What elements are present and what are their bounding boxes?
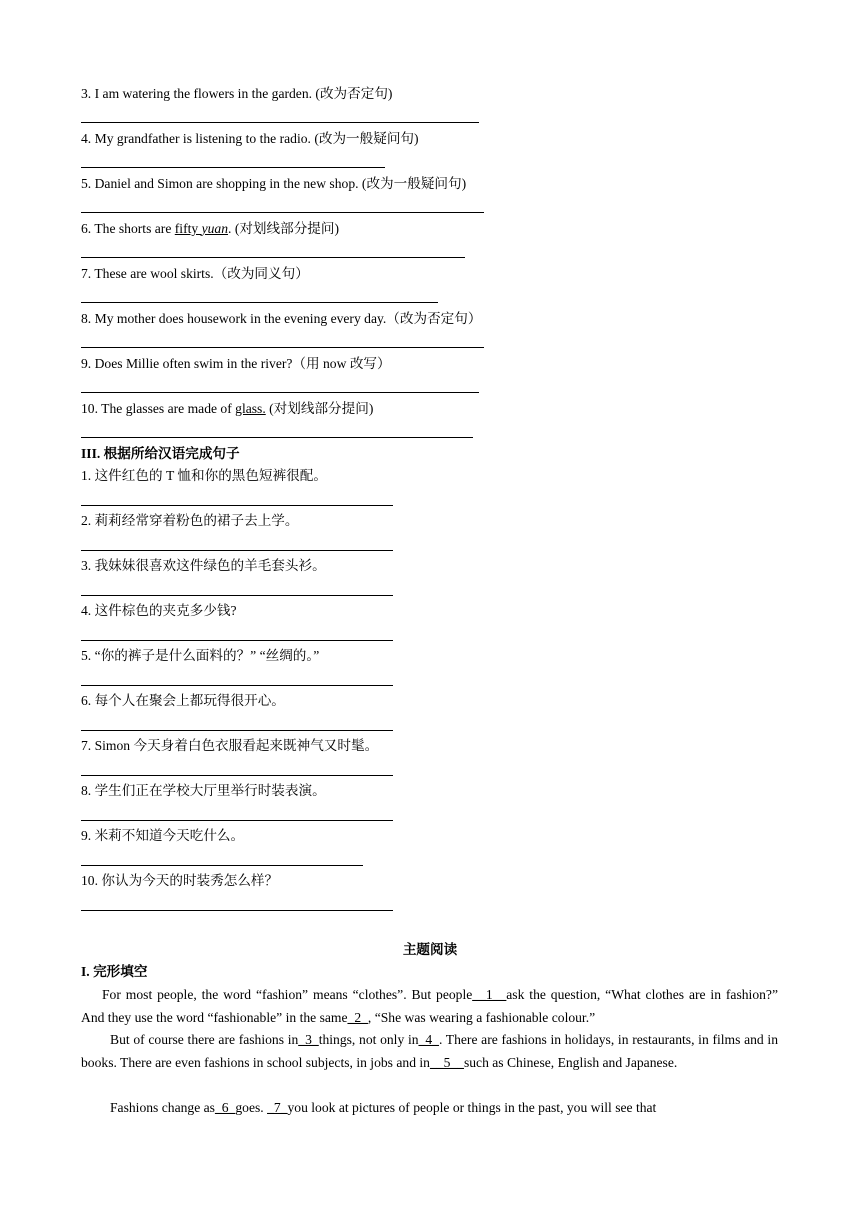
translate-line-2[interactable]: [81, 550, 393, 551]
cloze-blank-1[interactable]: __1__: [472, 987, 507, 1002]
translate-item-4: 4. 这件棕色的夹克多少钱?: [81, 603, 237, 618]
answer-line-10[interactable]: [81, 437, 473, 438]
answer-line-9[interactable]: [81, 392, 479, 393]
cloze-blank-4[interactable]: _4_: [418, 1032, 439, 1047]
reading-title: 主题阅读: [402, 942, 458, 957]
rewrite-item-3: 3. I am watering the flowers in the garden. (改为否定句): [81, 86, 393, 101]
translate-item-1: 1. 这件红色的 T 恤和你的黑色短裤很配。: [81, 468, 327, 483]
cloze-blank-2[interactable]: _2_: [347, 1009, 368, 1025]
translate-item-8: 8. 学生们正在学校大厅里举行时装表演。: [81, 783, 326, 798]
underlined-word: glass.: [235, 401, 266, 416]
translate-line-9[interactable]: [81, 865, 363, 866]
translate-line-3[interactable]: [81, 595, 393, 596]
answer-line-4[interactable]: [81, 167, 385, 168]
answer-line-6[interactable]: [81, 257, 465, 258]
translate-item-10: 10. 你认为今天的时装秀怎么样？: [81, 873, 279, 888]
rewrite-item-9: 9. Does Millie often swim in the river?（用 now 改写）: [81, 356, 391, 371]
translate-line-5[interactable]: [81, 685, 393, 686]
translate-line-7[interactable]: [81, 775, 393, 776]
translate-line-1[interactable]: [81, 505, 393, 506]
underlined-phrase: fifty yuan: [174, 221, 229, 236]
rewrite-item-5: 5. Daniel and Simon are shopping in the new shop. (改为一般疑问句): [81, 176, 467, 191]
cloze-paragraph-3: Fashions change as_6_goes. _7_you look at pictures of people or things in the past, you will see that: [110, 1100, 657, 1115]
cloze-heading: I. 完形填空: [81, 964, 148, 979]
rewrite-item-7: 7. These are wool skirts.（改为同义句）: [81, 266, 309, 281]
translate-item-3: 3. 我妹妹很喜欢这件绿色的羊毛套头衫。: [81, 558, 326, 573]
translate-item-9: 9. 米莉不知道今天吃什么。: [81, 828, 245, 843]
cloze-blank-6[interactable]: _6_: [214, 1100, 236, 1115]
translate-line-8[interactable]: [81, 820, 393, 821]
answer-line-5[interactable]: [81, 212, 484, 213]
answer-line-3[interactable]: [81, 122, 479, 123]
translate-item-7: 7. Simon 今天身着白色衣服看起来既神气又时髦。: [81, 738, 379, 753]
translate-item-6: 6. 每个人在聚会上都玩得很开心。: [81, 693, 285, 708]
translate-item-5: 5. “你的裤子是什么面料的？” “丝绸的。”: [81, 648, 320, 663]
translate-line-6[interactable]: [81, 730, 393, 731]
rewrite-item-4: 4. My grandfather is listening to the radio. (改为一般疑问句): [81, 131, 419, 146]
translate-line-10[interactable]: [81, 910, 393, 911]
translate-item-2: 2. 莉莉经常穿着粉色的裙子去上学。: [81, 513, 299, 528]
cloze-blank-5[interactable]: __5__: [429, 1054, 464, 1070]
rewrite-item-10: 10. The glasses are made of glass. (对划线部分提问): [81, 401, 374, 416]
answer-line-8[interactable]: [81, 347, 484, 348]
cloze-paragraph-1: For most people, the word “fashion” means “clothes”. But people__1__ask the question, “What clothes are in fashion?” And they use the word “fashionable” in the same_2_, “She was wearing a fashionable colour.”: [81, 987, 778, 1025]
cloze-blank-7[interactable]: _7_: [267, 1100, 288, 1115]
translate-line-4[interactable]: [81, 640, 393, 641]
rewrite-item-8: 8. My mother does housework in the evening every day.（改为否定句）: [81, 311, 482, 326]
rewrite-item-6: 6. The shorts are fifty yuan. (对划线部分提问): [81, 221, 340, 236]
section-3-heading: III. 根据所给汉语完成句子: [81, 446, 240, 461]
cloze-blank-3[interactable]: _3_: [298, 1032, 319, 1047]
cloze-paragraph-2: But of course there are fashions in_3_things, not only in_4_. There are fashions in holidays, in restaurants, in films and in books. There are even fashions in school subjects, in jobs and in__5__such as Chinese, English and Japanese.: [81, 1032, 778, 1070]
answer-line-7[interactable]: [81, 302, 438, 303]
